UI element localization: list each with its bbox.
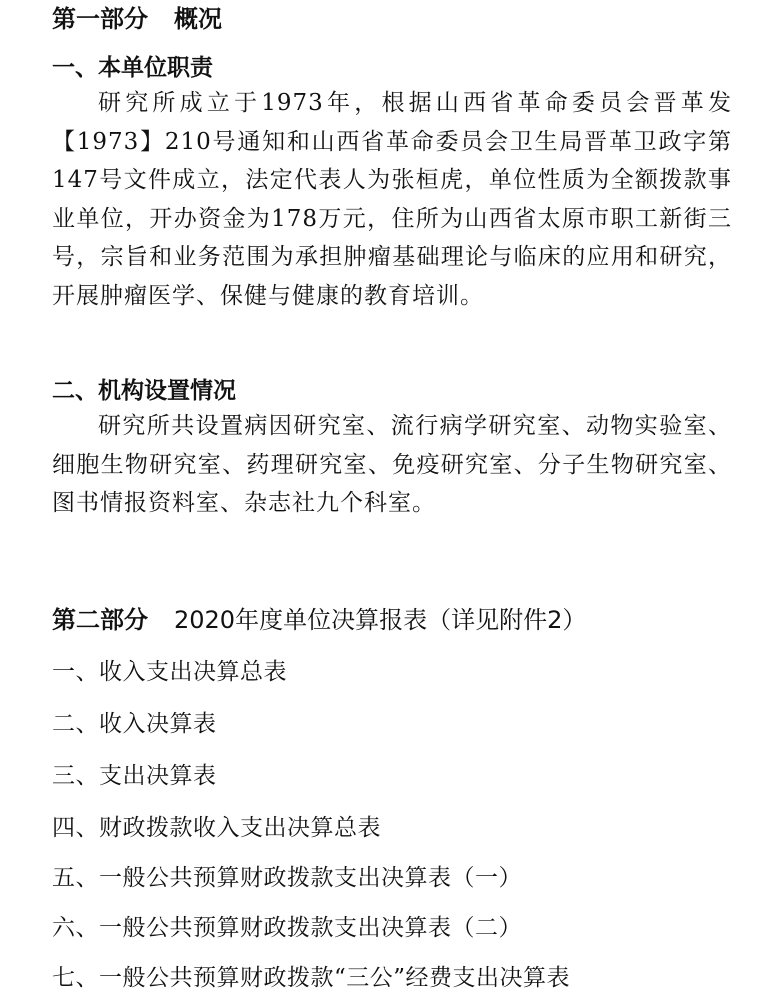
section2-title: 二、机构设置情况 xyxy=(52,377,236,404)
part1-heading-title: 概况 xyxy=(174,5,222,33)
part1-heading-label: 第一部分 xyxy=(52,5,148,33)
section1-paragraph: 研究所成立于1973年，根据山西省革命委员会晋革发【1973】210号通知和山西省革命委员会卫生局晋革卫政字第147号文件成立，法定代表人为张桓虎，单位性质为全额拨款事业单位，开办资金为178万元，住所为山西省太原市职工新街三号，宗旨和业务范围为承担肿瘤基础理论与临床的应用和研究，开展肿瘤医学、保健与健康的教育培训。 xyxy=(52,90,732,309)
list-item: 七、一般公共预算财政拨款“三公”经费支出决算表 xyxy=(52,965,571,991)
part2-heading xyxy=(52,603,586,637)
section2-paragraph: 研究所共设置病因研究室、流行病学研究室、动物实验室、细胞生物研究室、药理研究室、免疫研究室、分子生物研究室、图书情报资料室、杂志社九个科室。 xyxy=(52,413,732,516)
list-item: 五、一般公共预算财政拨款支出决算表（一） xyxy=(52,865,522,891)
part2-heading-label: 第二部分 xyxy=(52,606,148,634)
section1-title: 一、本单位职责 xyxy=(52,54,213,81)
list-item: 六、一般公共预算财政拨款支出决算表（二） xyxy=(52,915,522,941)
list-item: 四、财政拨款收入支出决算总表 xyxy=(52,815,381,841)
list-item: 三、支出决算表 xyxy=(52,763,217,789)
list-item: 二、收入决算表 xyxy=(52,711,217,737)
part1-heading xyxy=(52,2,222,36)
part2-heading-title: 2020年度单位决算报表（详见附件2） xyxy=(174,606,587,634)
list-item: 一、收入支出决算总表 xyxy=(52,659,287,685)
